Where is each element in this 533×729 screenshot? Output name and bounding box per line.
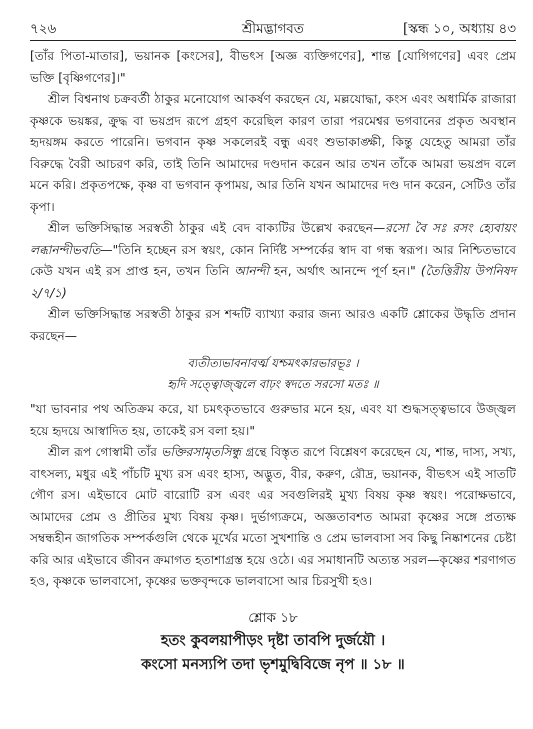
- paragraph-rupa-gosvami: [30, 442, 516, 593]
- text-run: —"তিনি হচ্ছেন রস স্বয়ং, কোন নির্দিষ্ট সম্পর্কের স্বাদ বা গন্ধ স্বরূপ। আর নিশ্চিতভাবে কেউ যখন এই রস প্রাপ্ত হন, তখন তিনি: [30, 242, 516, 278]
- sanskrit-quote: রসো বৈ সঃ রসং হ্যেবায়ং লব্ধানন্দীভবতি: [30, 221, 517, 257]
- paragraph-vedic-quote: [30, 218, 516, 304]
- paragraph-continuation: [তাঁর পিতা-মাতার], ভয়ানক [কংসের], বীভৎস [অজ্ঞ ব্যক্তিগণের], শান্ত [যোগিগণের] এবং প্রেম ভক্তি [বৃষ্ণিগণের]।": [30, 49, 516, 85]
- canto-chapter-reference: [স্কন্ধ ১০, অধ্যায় ৪৩: [403, 21, 516, 37]
- running-header: [30, 14, 516, 41]
- paragraph-vishvanatha: শ্রীল বিশ্বনাথ চক্রবর্তী ঠাকুর মনোযোগ আকর্ষণ করছেন যে, মল্লযোদ্ধা, কংস এবং অধার্মিক রাজারা কৃষ্ণকে ভয়ঙ্কর, ক্রুদ্ধ বা ভয়প্রদ রূপে গ্রহণ করেছিল কারণ তারা পরমেশ্বর ভগবানের প্রকৃত অবস্থান হৃদয়ঙ্গম করতে পারেনি। ভগবান কৃষ্ণ সকলেরই বন্ধু এবং শুভাকাঙ্ক্ষী, কিন্তু যেহেতু আমরা তাঁর বিরুদ্ধে বৈরী আচরণ করি, তাই তিনি আমাদের দণ্ডদান করেন আর তখন তাঁকে আমরা ভয়প্রদ বলে মনে করি। প্রকৃতপক্ষে, কৃষ্ণ বা ভগবান কৃপাময়, আর তিনি যখন আমাদের দণ্ড দান করেন, সেটিও তাঁর কৃপা।: [30, 92, 516, 214]
- quoted-verse: [30, 353, 516, 395]
- page-body: [30, 46, 516, 593]
- sloka-label: শ্লোক ১৮: [248, 609, 298, 626]
- text-run: শ্রীল ভক্তিসিদ্ধান্ত সরস্বতী ঠাকুর এই বেদ বাক্যটির উল্লেখ করছেন—: [48, 221, 386, 235]
- citation: (তৈত্তিরীয় উপনিষদ ২/৭/১): [30, 264, 516, 300]
- paragraph-verse-translation: "যা ভাবনার পথ অতিক্রম করে, যা চমৎকৃতভাবে গুরুভার মনে হয়, এবং যা শুদ্ধসত্ত্বভাবে উজ্জ্বল হয়ে হৃদয়ে আস্বাদিত হয়, তাকেই রস বলা হয়।": [30, 402, 516, 438]
- sloka-line-2: কংসো মনস্যপি তদা ভৃশমুদ্বিবিজে নৃপ ॥ ১৮ ॥: [141, 655, 405, 673]
- italic-word: আনন্দী: [234, 264, 269, 278]
- verse-line-1: ব্যতীত্যভাবনাবর্ত্ম যশ্চমৎকারভারভূঃ ।: [187, 356, 359, 370]
- text-run: শ্রীল রূপ গোস্বামী তাঁর: [48, 445, 162, 459]
- page-number: ৭২৬: [30, 21, 57, 37]
- text-run: গ্রন্থে বিস্তৃত রূপে বিশ্লেষণ করেছেন যে, শান্ত, দাস্য, সখ্য, বাৎসল্য, মধুর এই পাঁচটি মুখ্য রস এবং হাস্য, অদ্ভুত, বীর, করুণ, রৌদ্র, ভয়ানক, বীভৎস এই সাতটি গৌণ রস। এইভাবে মোট বারোটি রস এবং এর সবগুলিরই মুখ্য বিষয় কৃষ্ণ স্বয়ং। পরোক্ষভাবে, আমাদের প্রেম ও প্রীতির মুখ্য বিষয় কৃষ্ণ। দুর্ভাগ্যক্রমে, অজ্ঞতাবশত আমরা কৃষ্ণের সঙ্গে প্রত্যক্ষ সম্বন্ধহীন জাগতিক সম্পর্কগুলি থেকে মূর্খের মতো সুখশান্তি ও প্রেম ভালবাসা সব কিছু নিষ্কাশনের চেষ্টা করি আর এইভাবে জীবন ক্রমাগত হতাশাগ্রস্ত হয়ে ওঠে। এর সমাধানটি অত্যন্ত সরল—কৃষ্ণের শরণাগত হও, কৃষ্ণকে ভালবাসো, কৃষ্ণের ভক্তবৃন্দকে ভালবাসো আর চিরসুখী হও।: [30, 445, 516, 588]
- book-name: ভক্তিরসামৃতসিন্ধু: [161, 445, 242, 459]
- paragraph-rasa-intro: শ্রীল ভক্তিসিদ্ধান্ত সরস্বতী ঠাকুর রস শব্দটি ব্যাখ্যা করার জন্য আরও একটি শ্লোকের উদ্ধৃতি প্রদান করছেন—: [30, 307, 516, 343]
- text-run: হন, অর্থাৎ আনন্দে পূর্ণ হন।": [268, 264, 421, 278]
- verse-line-2: হৃদি সত্ত্বোজ্জ্বলে বাঢ়ং স্বদতে সরসো মতঃ ॥: [167, 377, 379, 391]
- book-page: [30, 14, 516, 677]
- book-title: শ্রীমদ্ভাগবত: [242, 21, 304, 37]
- sloka-text: [30, 629, 516, 677]
- sloka-line-1: হতং কুবলয়াপীড়ং দৃষ্টা তাবপি দুর্জয়ৌ ।: [160, 631, 386, 649]
